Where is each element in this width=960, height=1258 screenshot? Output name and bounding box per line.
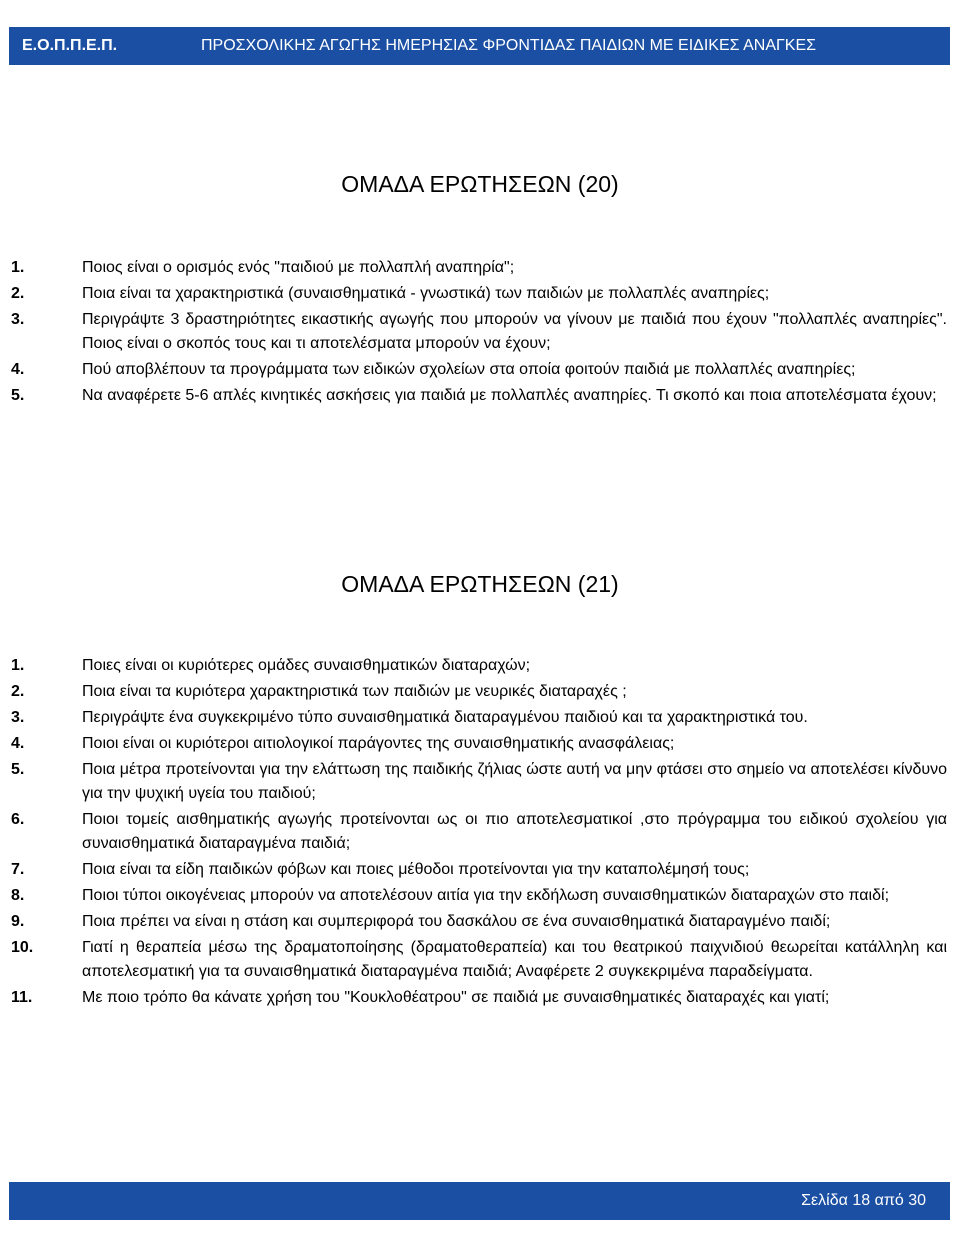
question-text: Ποιοι είναι οι κυριότεροι αιτιολογικοί παράγοντες της συναισθηματικής ανασφάλειας; <box>82 735 675 752</box>
group-title-20: ΟΜΑΔΑ ΕΡΩΤΗΣΕΩΝ (20) <box>341 171 619 197</box>
header-subtitle: ΠΡΟΣΧΟΛΙΚΗΣ ΑΓΩΓΗΣ ΗΜΕΡΗΣΙΑΣ ΦΡΟΝΤΙΔΑΣ ΠΑΙΔΙΩΝ ΜΕ ΕΙΔΙΚΕΣ ΑΝΑΓΚΕΣ <box>201 37 817 54</box>
question-text: Ποια πρέπει να είναι η στάση και συμπεριφορά του δασκάλου σε ένα συναισθηματικά διαταραγμένο παιδί; <box>82 913 831 930</box>
page-header <box>9 27 950 65</box>
page-number: Σελίδα 18 από 30 <box>801 1192 926 1209</box>
question-item <box>11 884 947 908</box>
question-number: 2. <box>11 683 25 700</box>
question-text: Περιγράψτε ένα συγκεκριμένο τύπο συναισθηματικά διαταραγμένου παιδιού και τα χαρακτηριστικά του. <box>82 709 808 726</box>
question-item <box>11 936 947 984</box>
question-number: 11. <box>11 989 33 1006</box>
question-number: 4. <box>11 361 25 378</box>
question-number: 2. <box>11 285 25 302</box>
question-number: 10. <box>11 939 34 956</box>
question-text: Γιατί η θεραπεία μέσω της δραματοποίησης (δραματοθεραπεία) και του θεατρικού παιχνιδιού θεωρείται κατάλληλη και αποτελεσματική για τα συναισθηματικά διαταραγμένα παιδιά; Αναφέρετε 2 συγκεκριμένα παραδείγματα. <box>82 939 947 980</box>
question-number: 4. <box>11 735 25 752</box>
question-item <box>11 256 947 280</box>
question-item <box>11 858 947 882</box>
question-item <box>11 358 947 382</box>
question-number: 8. <box>11 887 25 904</box>
question-item <box>11 680 947 704</box>
question-item <box>11 758 947 806</box>
question-text: Να αναφέρετε 5-6 απλές κινητικές ασκήσεις για παιδιά με πολλαπλές αναπηρίες. Τι σκοπό και ποια αποτελέσματα έχουν; <box>82 387 937 404</box>
question-text: Ποιες είναι οι κυριότερες ομάδες συναισθηματικών διαταραχών; <box>82 657 531 674</box>
organization-name: Ε.Ο.Π.Π.Ε.Π. <box>22 37 118 54</box>
question-number: 1. <box>11 657 25 674</box>
question-text: Ποια είναι τα χαρακτηριστικά (συναισθηματικά - γνωστικά) των παιδιών με πολλαπλές αναπηρίες; <box>82 285 770 302</box>
question-text: Ποια μέτρα προτείνονται για την ελάττωση της παιδικής ζήλιας ώστε αυτή να μην φτάσει στο σημείο να αποτελέσει κίνδυνο για την ψυχική υγεία του παιδιού; <box>82 761 947 802</box>
question-text: Με ποιο τρόπο θα κάνατε χρήση του "Κουκλοθέατρου" σε παιδιά με συναισθηματικές διαταραχές και γιατί; <box>82 989 830 1006</box>
question-number: 5. <box>11 761 25 778</box>
question-text: Ποιοι τύποι οικογένειας μπορούν να αποτελέσουν αιτία για την εκδήλωση συναισθηματικών διαταραχών στο παιδί; <box>82 887 890 904</box>
question-list-20 <box>11 256 947 408</box>
question-item <box>11 384 947 408</box>
question-item <box>11 706 947 730</box>
question-text: Πού αποβλέπουν τα προγράμματα των ειδικών σχολείων στα οποία φοιτούν παιδιά με πολλαπλές αναπηρίες; <box>82 361 856 378</box>
question-item <box>11 732 947 756</box>
question-number: 3. <box>11 311 25 328</box>
question-item <box>11 282 947 306</box>
question-item <box>11 808 947 856</box>
question-item <box>11 910 947 934</box>
question-text: Ποιοι τομείς αισθηματικής αγωγής προτείνονται ως οι πιο αποτελεσματικοί ,στο πρόγραμμα του ειδικού σχολείου για συναισθηματικά διαταραγμένα παιδιά; <box>82 811 947 852</box>
question-number: 3. <box>11 709 25 726</box>
question-text: Περιγράψτε 3 δραστηριότητες εικαστικής αγωγής που μπορούν να γίνουν με παιδιά που έχουν "πολλαπλές αναπηρίες". Ποιος είναι ο σκοπός τους και τι αποτελέσματα μπορούν να έχουν; <box>82 311 947 352</box>
group-title-21: ΟΜΑΔΑ ΕΡΩΤΗΣΕΩΝ (21) <box>341 571 619 597</box>
question-item <box>11 308 947 356</box>
question-text: Ποια είναι τα κυριότερα χαρακτηριστικά των παιδιών με νευρικές διαταραχές ; <box>82 683 627 700</box>
page-footer <box>9 1182 950 1220</box>
question-number: 7. <box>11 861 25 878</box>
question-number: 9. <box>11 913 25 930</box>
question-item <box>11 654 947 678</box>
question-list-21 <box>11 654 947 1010</box>
question-number: 6. <box>11 811 25 828</box>
question-text: Ποιος είναι ο ορισμός ενός "παιδιού με πολλαπλή αναπηρία"; <box>82 259 515 276</box>
question-number: 5. <box>11 387 25 404</box>
question-text: Ποια είναι τα είδη παιδικών φόβων και ποιες μέθοδοι προτείνονται για την καταπολέμησή τους; <box>82 861 750 878</box>
question-number: 1. <box>11 259 25 276</box>
question-item <box>11 986 947 1010</box>
